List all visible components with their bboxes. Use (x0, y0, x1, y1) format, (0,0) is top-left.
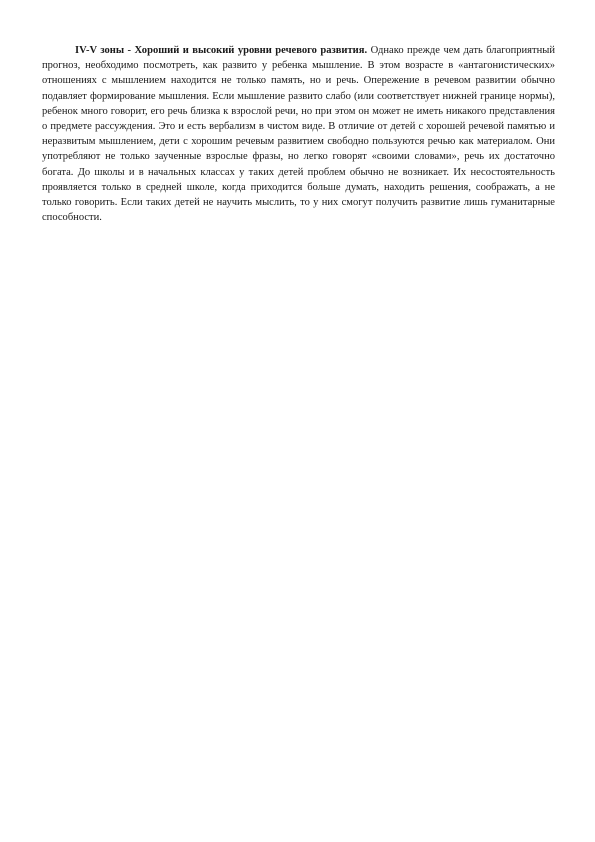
paragraph-speech-development (42, 43, 555, 225)
paragraph-body-text: Однако прежде чем дать благоприятный прогноз, необходимо посмотреть, как развито у ребенка мышление. В этом возрасте в «антагонистических» отношениях с мышлением находится не только память, но и речь. Опережение в речевом развитии обычно подавляет формирование мышления. Если мышление развито слабо (или соответствует нижней границе нормы), ребенок много говорит, его речь близка к взрослой речи, но при этом он может не иметь никакого представления о предмете рассуждения. Это и есть вербализм в чистом виде. В отличие от детей с хорошей речевой памятью и неразвитым мышлением, дети с хорошим речевым развитием свободно пользуются речью как материалом. Они употребляют не только заученные взрослые фразы, но легко говорят «своими словами», речь их достаточно богата. До школы и в начальных классах у таких детей проблем обычно не возникает. Их несостоятельность проявляется только в средней школе, когда приходится больше думать, находить решения, соображать, а не только говорить. Если таких детей не научить мыслить, то у них смогут получить развитие лишь гуманитарные способности. (42, 45, 555, 224)
paragraph-lead-heading: IV-V зоны - Хороший и высокий уровни речевого развития. (75, 45, 368, 56)
